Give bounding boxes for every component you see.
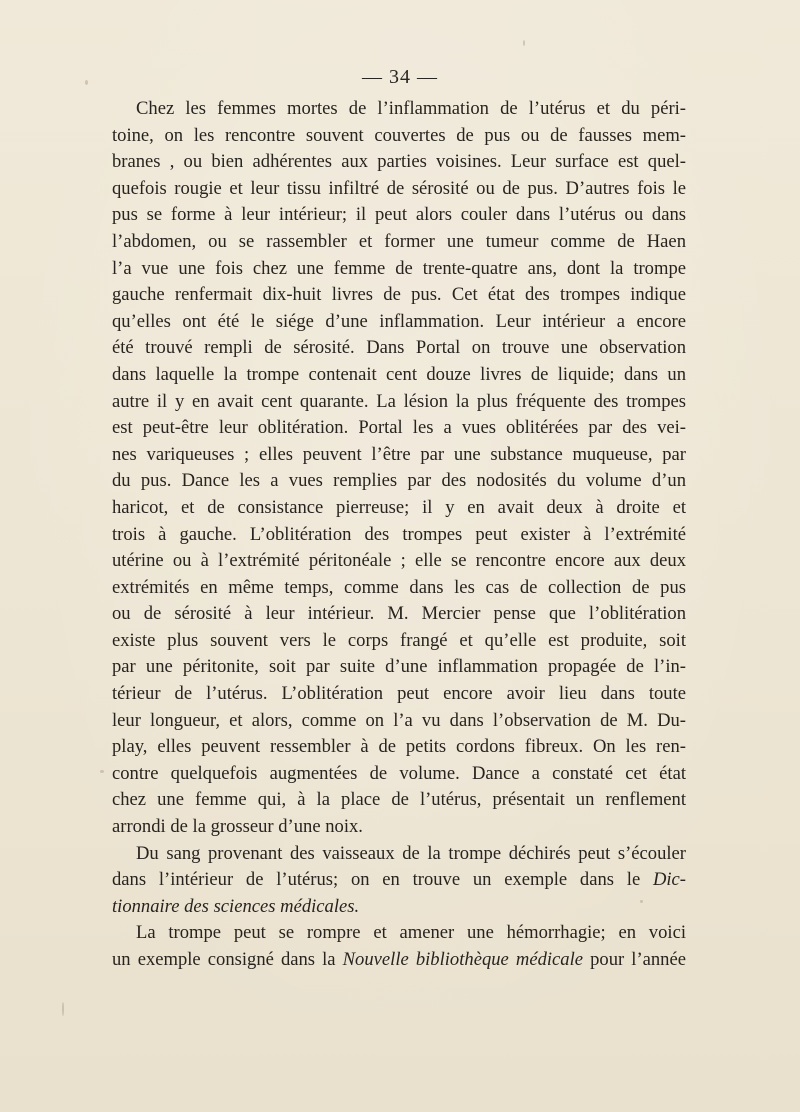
text-line <box>112 867 686 894</box>
text-line: qu’elles ont été le siége d’une inflammation. Leur intérieur a encore <box>112 310 686 332</box>
text-line: toine, on les rencontre souvent couvertes de pus ou de fausses mem- <box>112 124 686 146</box>
text-line <box>112 947 686 974</box>
paper-speck <box>85 80 88 85</box>
text-line: pus se forme à leur intérieur; il peut alors couler dans l’utérus ou dans <box>112 204 686 226</box>
text-line: trois à gauche. L’oblitération des trompes peut exister à l’extrémité <box>112 523 686 545</box>
text-line: du pus. Dance les a vues remplies par des nodosités du volume d’un <box>112 470 686 492</box>
text-line: branes , ou bien adhérentes aux parties voisines. Leur surface est quel- <box>112 151 686 173</box>
text-line: quefois rougie et leur tissu infiltré de sérosité ou de pus. D’autres fois le <box>112 177 686 199</box>
paper-speck <box>640 900 643 903</box>
text-line: existe plus souvent vers le corps frangé et qu’elle est produite, soit <box>112 629 686 651</box>
text-line: tionnaire des sciences médicales. <box>112 895 360 917</box>
paper-speck <box>62 1002 64 1016</box>
text-line: été trouvé rempli de sérosité. Dans Portal on trouve une observation <box>112 337 686 359</box>
paragraph-3 <box>112 920 686 973</box>
text-line: nes variqueuses ; elles peuvent l’être par une substance muqueuse, par <box>112 443 686 465</box>
text-line: gauche renfermait dix-huit livres de pus. Cet état des trompes indique <box>112 284 686 306</box>
paragraph-1 <box>112 96 686 841</box>
text-line: haricot, et de consistance pierreuse; il y en avait deux à droite et <box>112 496 686 518</box>
paper-speck <box>523 40 525 46</box>
page-number: — 34 — <box>362 66 438 88</box>
text-segment: pour l’année <box>583 949 686 970</box>
text-line: ou de sérosité à leur intérieur. M. Mercier pense que l’oblitération <box>112 603 686 625</box>
text-line: contre quelquefois augmentées de volume. Dance a constaté cet état <box>112 762 686 784</box>
italic-title-segment: Dic- <box>652 869 686 891</box>
text-line: est peut-être leur oblitération. Portal les a vues oblitérées par des vei- <box>112 417 686 439</box>
paragraph-2 <box>112 841 686 921</box>
text-line: extrémités en même temps, comme dans les cas de collection de pus <box>112 576 686 598</box>
text-line: dans laquelle la trompe contenait cent douze livres de liquide; dans un <box>112 363 686 385</box>
text-line: autre il y en avait cent quarante. La lésion la plus fréquente des trompes <box>112 390 686 412</box>
text-segment: un exemple consigné dans la <box>112 949 343 970</box>
text-line: Chez les femmes mortes de l’inflammation de l’utérus et du péri- <box>136 98 686 119</box>
text-line: play, elles peuvent ressembler à de petits cordons fibreux. On les ren- <box>112 736 686 758</box>
text-line: leur longueur, et alors, comme on l’a vu dans l’observation de M. Du- <box>112 709 686 731</box>
text-line: Du sang provenant des vaisseaux de la trompe déchirés peut s’écouler <box>136 842 686 864</box>
text-line: térieur de l’utérus. L’oblitération peut encore avoir lieu dans toute <box>112 683 686 705</box>
paper-speck <box>100 770 104 773</box>
text-line: chez une femme qui, à la place de l’utérus, présentait un renflement <box>112 789 686 811</box>
text-line: par une péritonite, soit par suite d’une inflammation propagée de l’in- <box>112 656 686 678</box>
text-line: La trompe peut se rompre et amener une hémorrhagie; en voici <box>136 922 686 944</box>
text-line: utérine ou à l’extrémité péritonéale ; elle se rencontre encore aux deux <box>112 550 686 572</box>
text-line: l’abdomen, ou se rassembler et former une tumeur comme de Haen <box>112 230 686 252</box>
body-text <box>112 96 686 974</box>
italic-title-segment: Nouvelle bibliothèque médicale <box>342 949 583 970</box>
text-line: arrondi de la grosseur d’une noix. <box>112 816 363 838</box>
text-segment: dans l’intérieur de l’utérus; on en trouve un exemple dans le <box>112 869 653 891</box>
text-line: l’a vue une fois chez une femme de trente-quatre ans, dont la trompe <box>112 257 686 279</box>
